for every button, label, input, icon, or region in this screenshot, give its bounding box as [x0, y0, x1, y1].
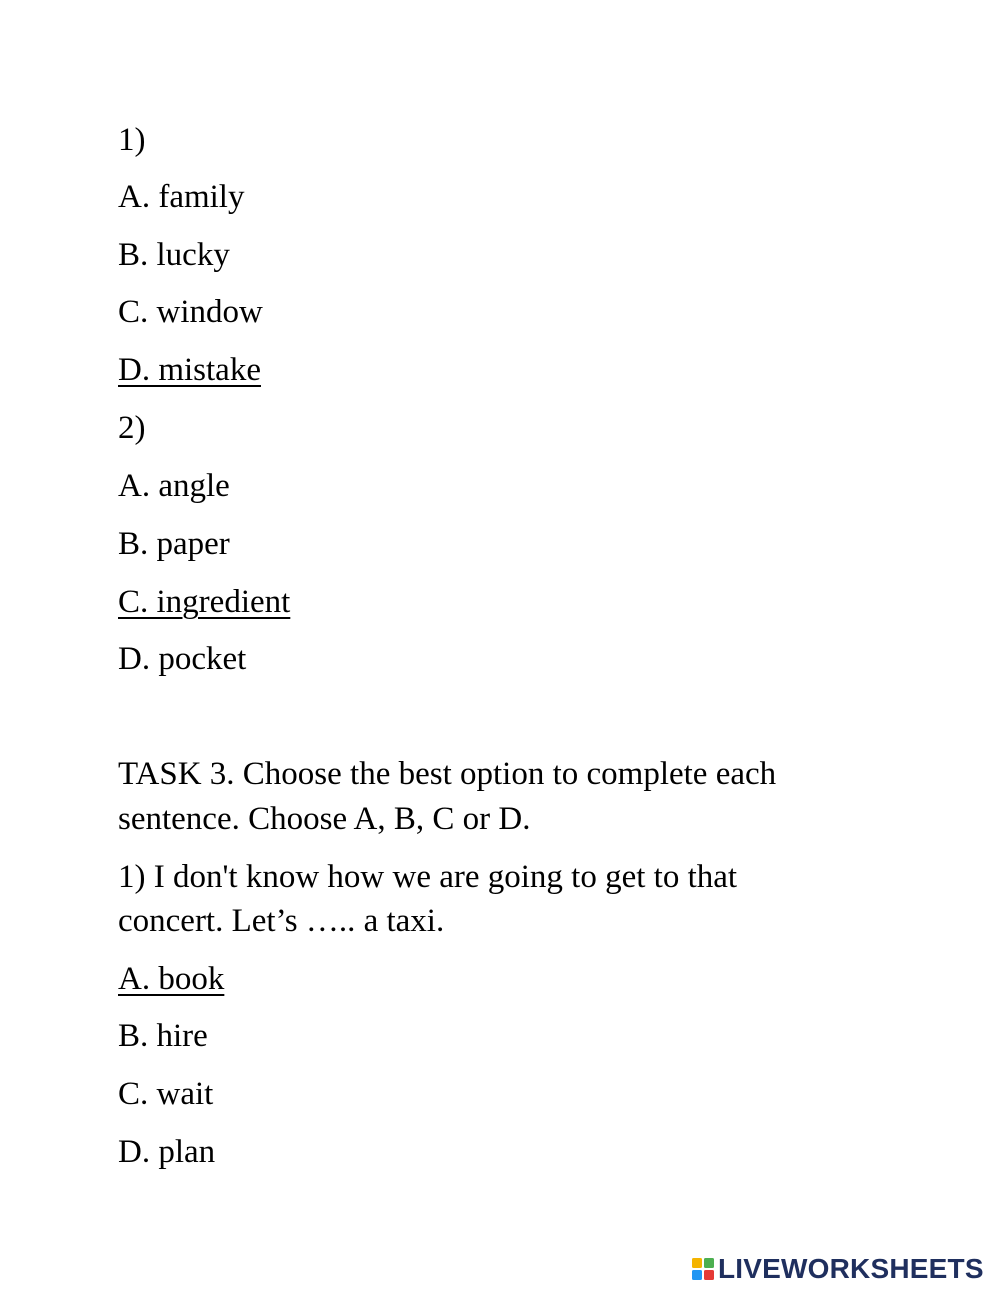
task-3-question-1-line-1: 1) I don't know how we are going to get to that	[118, 859, 738, 895]
task-3-question-1-option-d: D. plan	[118, 1134, 216, 1170]
question-1-option-d-answer: D. mistake	[118, 352, 261, 388]
question-2-option-c-answer: C. ingredient	[118, 584, 291, 620]
liveworksheets-logo-icon	[692, 1258, 714, 1280]
question-2-option-d: D. pocket	[118, 641, 247, 677]
question-1-number: 1)	[118, 122, 146, 158]
question-1-option-a: A. family	[118, 179, 245, 215]
task-3-question-1-option-a-answer: A. book	[118, 961, 225, 997]
task-3-instruction-line-2: sentence. Choose A, B, C or D.	[118, 801, 531, 837]
task-3-question-1-option-c: C. wait	[118, 1076, 214, 1112]
liveworksheets-logo-text: LIVEWORKSHEETS	[718, 1253, 984, 1284]
liveworksheets-logo	[692, 1254, 984, 1284]
question-2-number: 2)	[118, 410, 146, 446]
question-2-option-a: A. angle	[118, 468, 230, 504]
task-3-question-1-option-b: B. hire	[118, 1018, 208, 1054]
question-2-option-b: B. paper	[118, 526, 230, 562]
task-3-instruction-line-1: TASK 3. Choose the best option to complete each	[118, 756, 777, 792]
task-3-question-1-line-2: concert. Let’s ….. a taxi.	[118, 903, 445, 939]
question-1-option-b: B. lucky	[118, 237, 230, 273]
question-1-option-c: C. window	[118, 294, 263, 330]
